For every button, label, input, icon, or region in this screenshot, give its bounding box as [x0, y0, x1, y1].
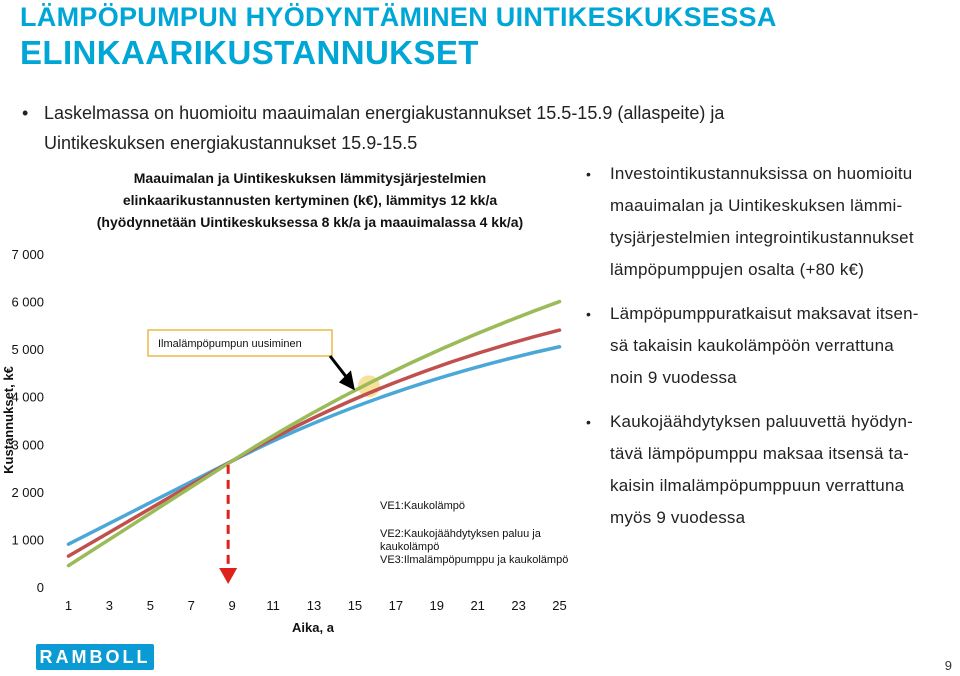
legend-item-continued: kaukolämpö [380, 541, 440, 553]
x-tick-label: 17 [388, 598, 404, 613]
chart-title-line: elinkaarikustannusten kertyminen (k€), lämmitys 12 kk/a [122, 192, 498, 208]
legend-item: VE2:Kaukojäähdytyksen paluu ja [380, 528, 541, 540]
chart-title-line: Maauimalan ja Uintikeskuksen lämmitysjärjestelmien [133, 170, 487, 186]
right-bullet [586, 158, 960, 286]
bullet-icon: • [586, 414, 592, 430]
right-bullet [586, 406, 960, 534]
x-tick-label: 1 [64, 598, 73, 613]
y-tick-label: 4 000 [11, 389, 44, 405]
intro-bullet [22, 98, 822, 158]
y-tick-label: 6 000 [11, 294, 44, 310]
x-axis [65, 598, 567, 613]
y-axis [11, 247, 44, 595]
renewal-label: Ilmalämpöpumpun uusiminen [158, 338, 302, 350]
payback-arrow-head [219, 568, 237, 584]
legend-item: VE3:Ilmalämpöpumppu ja kaukolämpö [380, 554, 569, 566]
y-tick-label: 3 000 [11, 437, 44, 453]
legend [380, 500, 568, 566]
y-tick-label: 2 000 [11, 484, 44, 500]
right-bullet-text: Investointikustannuksissa on huomioitu maauimalan ja Uintikeskuksen lämmi- tysjärjestelmien integrointikustannukset lämpöpumppujen osalta (+80 k€) [610, 164, 914, 279]
chart-title-line: (hyödynnetään Uintikeskuksessa 8 kk/a ja maauimalassa 4 kk/a) [96, 214, 524, 230]
right-bullet-text: Kaukojäähdytyksen paluuvettä hyödyn- tävä lämpöpumppu maksaa itsensä ta- kaisin ilmalämpöpumppuun verrattuna myös 9 vuodessa [610, 412, 914, 527]
x-tick-label: 25 [552, 598, 567, 613]
legend-item: VE1:Kaukolämpö [380, 500, 465, 512]
x-tick-label: 3 [105, 598, 114, 613]
bullet-icon: • [586, 166, 592, 182]
y-tick-label: 0 [36, 580, 44, 595]
cost-chart [0, 150, 580, 640]
y-tick-label: 5 000 [11, 342, 44, 358]
right-bullet-text: Lämpöpumppuratkaisut maksavat itsen- sä takaisin kaukolämpöön verrattuna noin 9 vuodessa [610, 304, 919, 387]
slide-subtitle: ELINKAARIKUSTANNUKSET [20, 34, 479, 71]
x-tick-label: 13 [306, 598, 322, 613]
x-tick-label: 21 [470, 598, 485, 613]
x-tick-label: 11 [266, 598, 280, 613]
right-bullet-list [586, 158, 960, 546]
slide-title: LÄMPÖPUMPUN HYÖDYNTÄMINEN UINTIKESKUKSESSA [20, 2, 777, 32]
x-tick-label: 19 [429, 598, 445, 613]
bullet-icon: • [22, 103, 29, 123]
y-tick-label: 1 000 [11, 532, 44, 548]
page-number: 9 [944, 658, 952, 673]
x-tick-label: 7 [187, 598, 195, 613]
intro-bullet-text: Laskelmassa on huomioitu maauimalan energiakustannukset 15.5-15.9 (allaspeite) ja Uintikeskuksen energiakustannukset 15.9-15.5 [44, 103, 725, 153]
x-tick-label: 9 [228, 598, 236, 613]
y-tick-label: 7 000 [11, 247, 44, 262]
x-tick-label: 5 [146, 598, 154, 613]
bullet-icon: • [586, 306, 592, 322]
right-bullet [586, 298, 960, 394]
y-axis-label: Kustannukset, k€ [1, 366, 16, 474]
chart-title [97, 170, 523, 230]
renewal-arrow-head [339, 370, 355, 390]
x-tick-label: 15 [347, 598, 363, 613]
x-axis-label: Aika, a [292, 620, 334, 635]
x-tick-label: 23 [511, 598, 526, 613]
ramboll-logo: RAMBOLL [36, 644, 154, 670]
